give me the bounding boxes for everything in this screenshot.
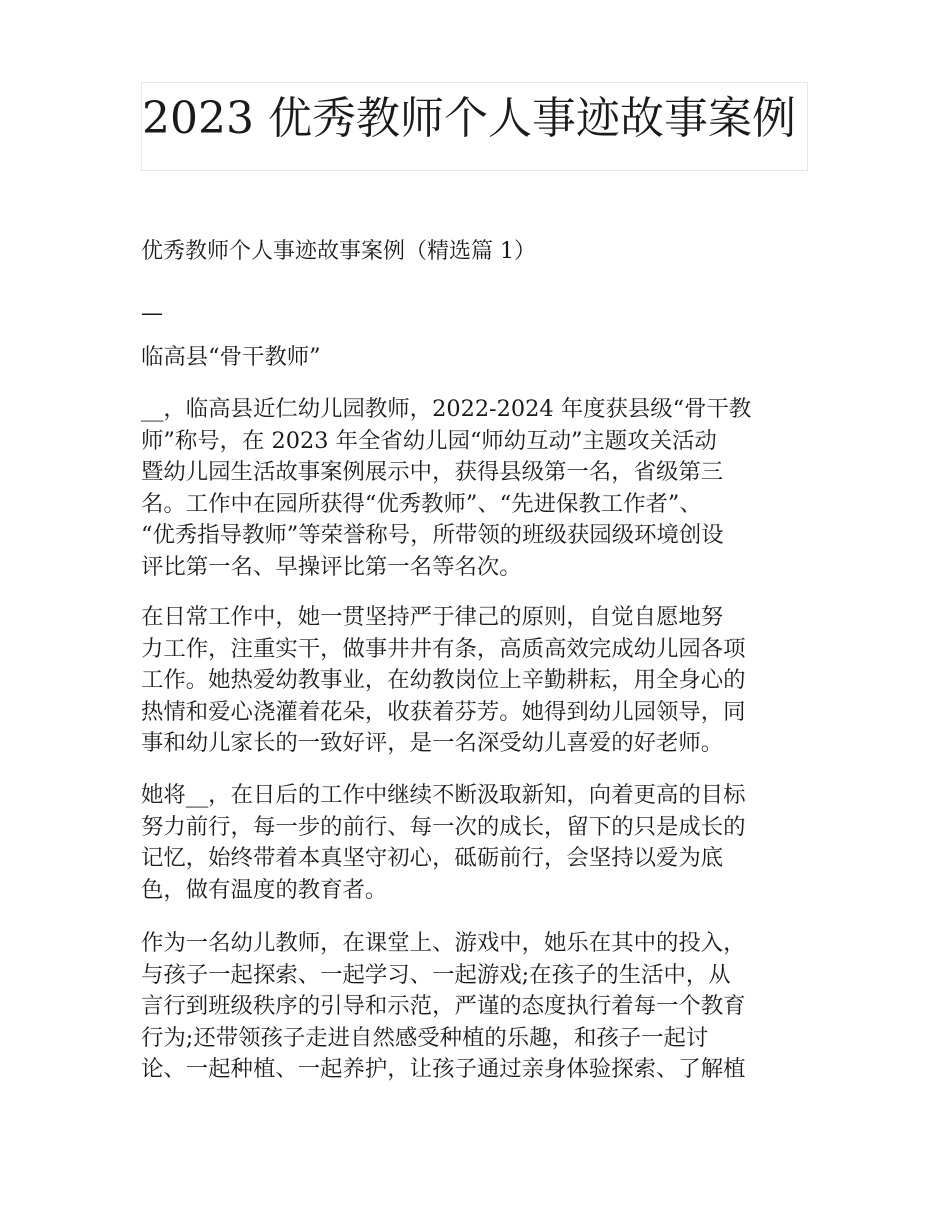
- paragraph-line: “优秀指导教师”等荣誉称号，所带领的班级获园级环境创设: [141, 522, 724, 548]
- paragraph-line: 热情和爱心浇灌着花朵，收获着芬芳。她得到幼儿园领导，同: [141, 698, 746, 725]
- paragraph-line: 与孩子一起探索、一起学习、一起游戏;在孩子的生活中，从: [141, 961, 731, 988]
- title-frame: [141, 82, 808, 171]
- paragraph-line: 事和幼儿家长的一致好评，是一名深受幼儿喜爱的好老师。: [141, 730, 724, 756]
- paragraph-line: 努力前行，每一步的前行、每一次的成长，留下的只是成长的: [141, 813, 746, 840]
- paragraph-4: [141, 928, 811, 1086]
- paragraph-line: 在日常工作中，她一贯坚持严于律己的原则，自觉自愿地努: [141, 604, 724, 630]
- paragraph-line: 作为一名幼儿教师，在课堂上、游戏中，她乐在其中的投入，: [141, 930, 746, 956]
- paragraph-line: 评比第一名、早操评比第一名等名次。: [141, 553, 522, 580]
- document-title: 2023 优秀教师个人事迹故事案例: [142, 93, 796, 144]
- section-subtitle: 优秀教师个人事迹故事案例（精选篇 1）: [141, 239, 536, 264]
- paragraph-line: 暨幼儿园生活故事案例展示中，获得县级第一名，省级第三: [141, 459, 724, 485]
- paragraph-2: [141, 602, 811, 760]
- paragraph-line: 言行到班级秩序的引导和示范，严谨的态度执行着每一个教育: [141, 993, 746, 1019]
- paragraph-1: [141, 394, 811, 583]
- paragraph-line: 师”称号，在 2023 年全省幼儿园“师幼互动”主题攻关活动: [141, 427, 717, 454]
- paragraph-line: 记忆，始终带着本真坚守初心，砥砺前行，会坚持以爱为底: [141, 845, 724, 871]
- separator-dash: —: [141, 301, 163, 326]
- paragraph-3: [141, 780, 811, 906]
- paragraph-line: 她将__，在日后的工作中继续不断汲取新知，向着更高的目标: [141, 782, 746, 808]
- paragraph-line: 行为;还带领孩子走进自然感受种植的乐趣，和孩子一起讨: [141, 1024, 709, 1051]
- section-heading: 临高县“骨干教师”: [141, 344, 321, 370]
- paragraph-line: 色，做有温度的教育者。: [141, 876, 388, 903]
- paragraph-line: 名。工作中在园所获得“优秀教师”、“先进保教工作者”、: [141, 490, 702, 517]
- paragraph-line: __，临高县近仁幼儿园教师，2022-2024 年度获县级“骨干教: [141, 396, 752, 422]
- paragraph-line: 力工作，注重实干，做事井井有条，高质高效完成幼儿园各项: [141, 635, 746, 662]
- paragraph-line: 论、一起种植、一起养护，让孩子通过亲身体验探索、了解植: [141, 1056, 746, 1082]
- paragraph-line: 工作。她热爱幼教事业，在幼教岗位上辛勤耕耘，用全身心的: [141, 667, 746, 693]
